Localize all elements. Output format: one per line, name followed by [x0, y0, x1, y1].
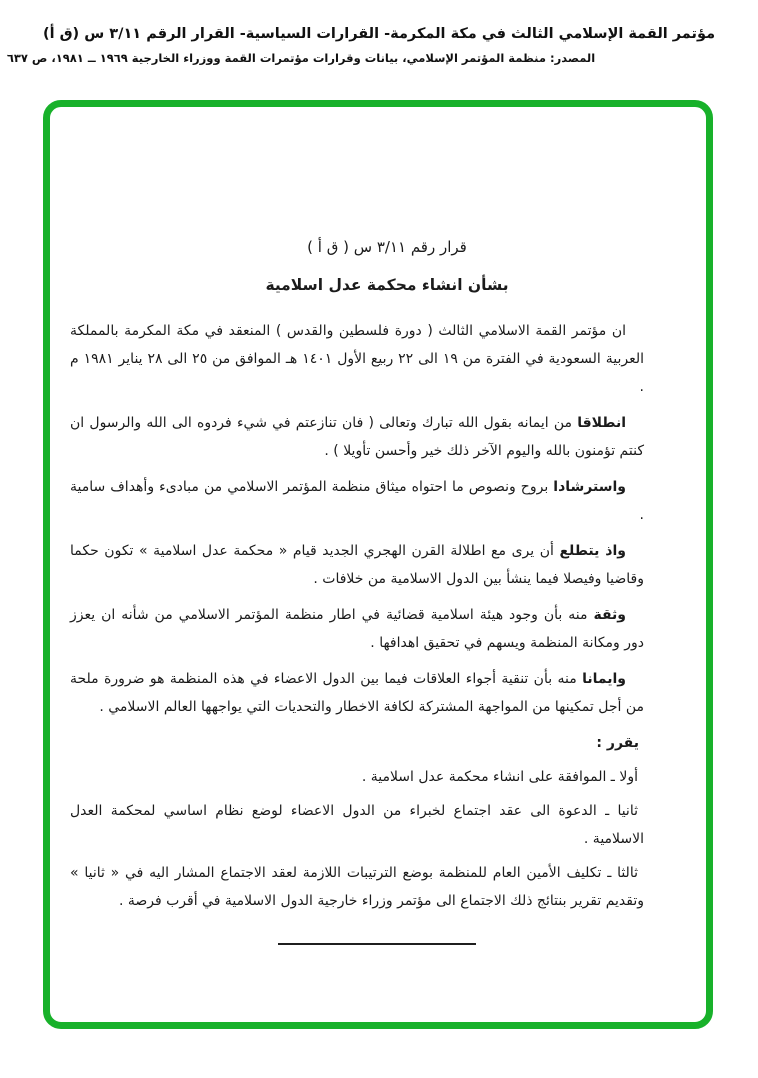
- paragraph-lead: انطلاقا: [577, 415, 626, 431]
- paragraph-lead: وثقة: [593, 607, 626, 623]
- paragraph-lead: وايمانا: [582, 671, 626, 687]
- resolution-number-title: قرار رقم ٣/١١ س ( ق أ ): [307, 238, 467, 256]
- document-frame: [43, 100, 713, 1029]
- paragraph-text: ان مؤتمر القمة الاسلامي الثالث ( دورة فلسطين والقدس ) المنعقد في مكة المكرمة بالمملكة العربية السعودية في الفترة من ١٩ الى ٢٢ ربيع الأول ١٤٠١ هـ الموافق من ٢٥ الى ٢٨ يناير ١٩٨١ م .: [70, 323, 644, 395]
- preamble-paragraph: [70, 473, 644, 529]
- preamble-paragraph: [70, 537, 644, 593]
- decision-item-third: ثالثا ـ تكليف الأمين العام للمنظمة بوضع الترتيبات اللازمة لعقد الاجتماع المشار اليه في « ثانيا » وتقديم تقرير بنتائج ذلك الاجتماع الى مؤتمر وزراء خارجية الدول الاسلامية في أقرب فرصة .: [70, 865, 644, 909]
- paragraph-lead: واسترشادا: [553, 479, 626, 495]
- citation-header: [0, 26, 758, 65]
- preamble-paragraph: [70, 317, 644, 401]
- decision-item-second: ثانيا ـ الدعوة الى عقد اجتماع لخبراء من الدول الاعضاء لوضع نظام اساسي لمحكمة العدل الاسلامية .: [70, 803, 644, 847]
- decision-item-first: أولا ـ الموافقة على انشاء محكمة عدل اسلامية .: [361, 769, 638, 785]
- citation-source: المصدر: منظمة المؤتمر الإسلامي، بيانات وقرارات مؤتمرات القمة ووزراء الخارجية ١٩٦٩ ــ ١٩٨١، ص ٦٣٧: [6, 51, 596, 65]
- paragraph-text: منه بأن تنقية أجواء العلاقات فيما بين الدول الاعضاء في هذه المنظمة هو ضرورة ملحة من أجل تمكينها من المواجهة المشتركة لكافة الاخطار والتحديات التي يواجهها العالم الاسلامي .: [70, 671, 644, 715]
- document-body: [50, 107, 706, 1022]
- decides-label: يقرر :: [596, 735, 639, 751]
- preamble-paragraph: [70, 409, 644, 465]
- paragraph-text: بروح ونصوص ما احتواه ميثاق منظمة المؤتمر الاسلامي من مبادىء وأهداف سامية .: [70, 479, 644, 523]
- end-of-document-rule: [278, 943, 476, 945]
- preamble-paragraph: [70, 665, 644, 721]
- paragraph-lead: واذ يتطلع: [559, 543, 626, 559]
- resolution-subject-title: بشأن انشاء محكمة عدل اسلامية: [265, 276, 509, 294]
- paragraph-text: من ايمانه بقول الله تبارك وتعالى ( فان تنازعتم في شيء فردوه الى الله والرسول ان كنتم تؤمنون بالله واليوم الآخر ذلك خير وأحسن تأويلا ) .: [70, 415, 644, 459]
- paragraph-text: أن يرى مع اطلالة القرن الهجري الجديد قيام « محكمة عدل اسلامية » تكون حكما وقاضيا وفيصلا فيما ينشأ بين الدول الاسلامية من خلافات .: [70, 543, 644, 587]
- preamble-paragraph: [70, 601, 644, 657]
- paragraph-text: منه بأن وجود هيئة اسلامية قضائية في اطار منظمة المؤتمر الاسلامي من شأنه ان يعزز دور ومكانة المنظمة ويسهم في تحقيق اهدافها .: [70, 607, 644, 651]
- citation-title: مؤتمر القمة الإسلامي الثالث في مكة المكرمة- القرارات السياسية- القرار الرقم ٣/١١ س (ق أ): [42, 26, 716, 42]
